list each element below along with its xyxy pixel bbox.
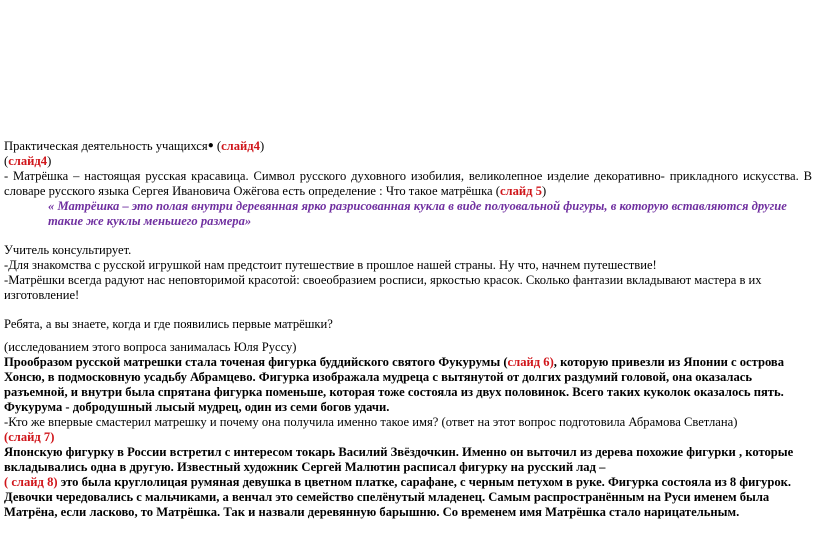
journey-line: -Для знакомства с русской игрушкой нам предстоит путешествие в прошлое нашей страны. Ну что, начнем путешествие! — [4, 258, 657, 272]
slide-line — [4, 154, 812, 169]
paren-open: ( — [4, 154, 9, 168]
slide-ref-7: (слайд 7) — [4, 430, 55, 444]
matryoshka-text: - Матрёшка – настоящая русская красавица. Символ русского духовного изобилия, великолепное изделие декоративно- прикладного искусства. В словаре русского языка Сергея Ивановича Ожёгова есть определение : Что такое матрёшка ( — [4, 169, 812, 198]
slide-ref-4: слайд4 — [221, 139, 260, 153]
zvezdochkin-text-2: это была круглолицая румяная девушка в цветном платке, сарафане, с черным петухом в руке. Фигурка состояла из 8 фигурок. Девочки чередовались с мальчиками, а венчал это семейство спелёнутый младенец. Самым распространённым на Руси именем была Матрёна, если ласково, то Матрёшка. Так и назвали деревянную барышню. Со временем имя Матрёшка стало нарицательным. — [4, 475, 792, 519]
matryoshka-paragraph — [4, 169, 812, 199]
fukuruma-paragraph — [4, 355, 812, 415]
slide-ref-6: слайд 6) — [507, 355, 554, 369]
slide-ref-5: слайд 5 — [499, 184, 542, 198]
slide-ref-8: ( слайд 8) — [4, 475, 58, 489]
bullet-icon: ● — [207, 140, 214, 151]
slide-ref-4b: слайд4 — [8, 154, 48, 168]
zvezdochkin-text-1: Японскую фигурку в России встретил с интересом токарь Василий Звёздочкин. Именно он выточил из дерева похожие фигурки , которые вкладывались одна в другую. Известный художник Сергей Малютин расписал фигурку на русский лад – — [4, 445, 794, 474]
zvezdochkin-paragraph — [4, 445, 812, 520]
practice-heading — [4, 138, 812, 154]
paren-close: ) — [541, 184, 547, 198]
fukuruma-text-1: Прообразом русской матрешки стала точеная фигурка буддийского святого Фукурумы ( — [4, 355, 508, 369]
paren-close: ) — [259, 139, 265, 153]
paren-open: ( — [213, 139, 222, 153]
fukuruma-text-2: , которую привезли из Японии с острова Хонсю, в подмосковную усадьбу Абрамцево. Фигурка изображала мудреца с вытянутой от долгих раздумий головой, она оказалась разъемной, и внутри была спрятана фигурка поменьше, которая тоже состояла из двух половинок. Всего таких куколок оказалось пять. Фукурума - добродушный лысый мудрец, один из семи богов удачи. — [4, 355, 785, 414]
definition-quote: « Матрёшка – это полая внутри деревянная ярко разрисованная кукла в виде полуовальной фигуры, в которую вставляются другие такие же куклы меньшего размера» — [48, 199, 787, 228]
research-note: (исследованием этого вопроса занималась Юля Руссу) — [4, 340, 297, 354]
beauty-line: -Матрёшки всегда радуют нас неповторимой красотой: своеобразием росписи, яркостью красок. Сколько фантазии вкладывают мастера в их изготовление! — [4, 273, 762, 302]
practice-heading-text: Практическая деятельность учащихся — [4, 139, 208, 153]
question-line: Ребята, а вы знаете, когда и где появились первые матрёшки? — [4, 317, 333, 331]
paren-close: ) — [47, 154, 52, 168]
teacher-line: Учитель консультирует. — [4, 243, 132, 257]
who-question: -Кто же впервые смастерил матрешку и почему она получила именно такое имя? (ответ на этот вопрос подготовила Абрамова Светлана) — [4, 415, 738, 429]
